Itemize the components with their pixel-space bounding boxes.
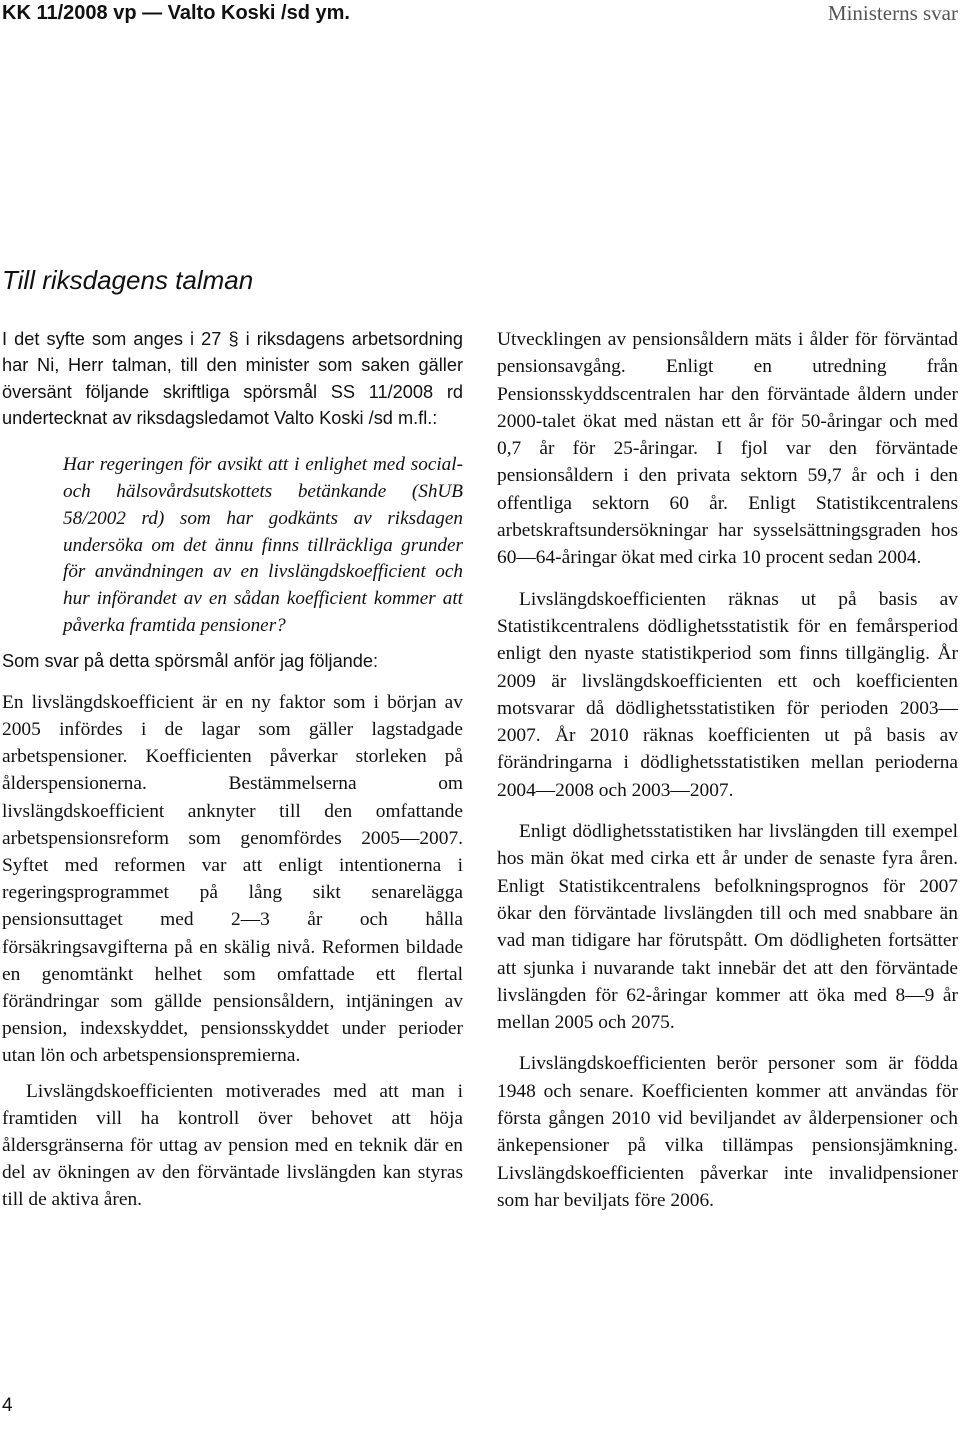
right-column bbox=[497, 326, 958, 1228]
running-header-left: KK 11/2008 vp — Valto Koski /sd ym. bbox=[2, 2, 350, 24]
left-paragraph-1: En livslängdskoefficient är en ny faktor som i början av 2005 infördes i de lagar som gäller lagstadgade arbetspensioner. Koefficienten påverkar storleken på ålderspensionerna. Bestämmelserna om livslängdskoefficient anknyter till den omfattande arbetspensionsreform som genomfördes 2005—2007. Syftet med reformen var att enligt intentionerna i regeringsprogrammet på lång sikt senarelägga pensionsuttaget med 2—3 år och hålla försäkringsavgifterna på en skälig nivå. Reformen bildade en genomtänkt helhet som omfattade ett flertal förändringar som gällde pensionsåldern, intjäningen av pension, indexskyddet, pensionsskyddet under perioder utan lön och arbetspensionspremierna. bbox=[2, 691, 463, 1067]
left-paragraph-2: Livslängdskoefficienten motiverades med att man i framtiden vill ha kontroll över behovet att höja åldersgränserna för uttag av pension med en teknik där en del av ökningen av den förväntade livslängden kan styras till de aktiva åren. bbox=[2, 1080, 463, 1211]
right-paragraph-4: Livslängdskoefficienten berör personer som är födda 1948 och senare. Koefficienten kommer att användas för första gången 2010 vid beviljandet av ålderpensioner och änkepensioner på vilka tillämpas pensionsjämkning. Livslängdskoefficienten påverkar inte invalidpensioner som har beviljats före 2006. bbox=[497, 1053, 958, 1211]
intro-paragraph: I det syfte som anges i 27 § i riksdagens arbetsordning har Ni, Herr talman, till den minister som saken gäller översänt följande skriftliga spörsmål SS 11/2008 rd undertecknat av riksdagsledamot Valto Koski /sd m.fl.: bbox=[2, 329, 463, 428]
running-header-right: Ministerns svar bbox=[827, 1, 958, 25]
answer-intro: Som svar på detta spörsmål anför jag följande: bbox=[2, 650, 379, 671]
question-text: Har regeringen för avsikt att i enlighet med social- och hälsovårdsutskottets betänkande (ShUB 58/2002 rd) som har godkänts av riksdagen undersöka om det ännu finns tillräckliga grunder för användningen av en livslängdskoefficient och hur införandet av en sådan koefficient kommer att påverka framtida pensioner? bbox=[63, 454, 463, 636]
page-title: Till riksdagens talman bbox=[2, 265, 254, 295]
left-column bbox=[2, 326, 463, 1214]
right-paragraph-3: Enligt dödlighetsstatistiken har livslängden till exempel hos män ökat med cirka ett år under de senaste fyra åren. Enligt Statistikcentralens befolkningsprognos för 2007 ökar den förväntade livslängden till och med snabbare än vad man tidigare har förutspått. Om dödligheten fortsätter att sjunka i nuvarande takt innebär det att den förväntade livslängden för 62-åringar kommer att öka med 8—9 år mellan 2005 och 2075. bbox=[497, 821, 958, 1034]
right-paragraph-2: Livslängdskoefficienten räknas ut på basis av Statistikcentralens dödlighetsstatistik för en femårsperiod enligt den nyaste statistikperiod som finns tillgänglig. År 2009 är livslängdskoefficienten ett och koefficienten motsvarar då dödlighetsstatistiken för perioden 2003—2007. År 2010 räknas koefficienten ut på basis av förändringarna i dödlighetsstatistiken mellan perioderna 2004—2008 och 2003—2007. bbox=[497, 588, 958, 801]
right-paragraph-1: Utvecklingen av pensionsåldern mäts i ålder för förväntad pensionsavgång. Enligt en utredning från Pensionsskyddscentralen har den förväntade åldern under 2000-talet ökat med nästan ett år för 50-åringar och med 0,7 år för 25-åringar. I fjol var den förväntade pensionsåldern i den privata sektorn 59,7 år och i den offentliga sektorn 60 år. Enligt Statistikcentralens arbetskraftsundersökningar har sysselsättningsgraden hos 60—64-åringar ökat med cirka 10 procent sedan 2004. bbox=[497, 329, 958, 569]
page-number: 4 bbox=[2, 1395, 13, 1416]
